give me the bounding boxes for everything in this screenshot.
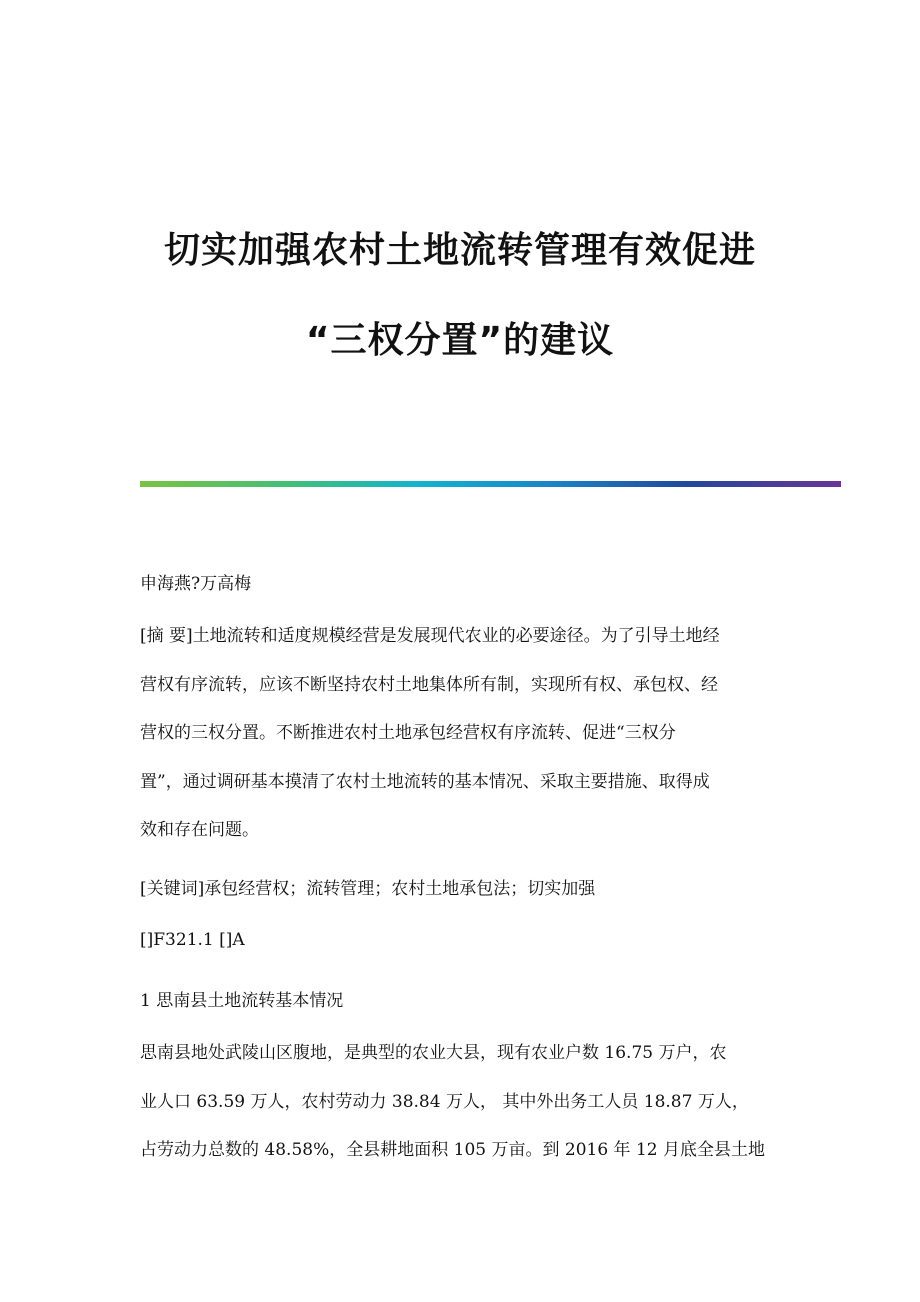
section-body (140, 1029, 780, 1175)
document-title-line-1: 切实加强农村土地流转管理有效促进 (163, 230, 756, 271)
abstract-line: 效和存在问题。 (140, 820, 259, 840)
abstract-line: [摘 要]土地流转和适度规模经营是发展现代农业的必要途径。为了引导土地经 (140, 626, 720, 646)
abstract-line: 置”，通过调研基本摸清了农村土地流转的基本情况、采取主要措施、取得成 (140, 771, 710, 792)
section-heading: 1 思南县土地流转基本情况 (140, 991, 344, 1011)
abstract-line: 营权的三权分置。不断推进农村土地承包经营权有序流转、促进“三权分 (140, 723, 676, 743)
section-body-line: 思南县地处武陵山区腹地，是典型的农业大县，现有农业户数 16.75 万户，农 (140, 1043, 727, 1063)
document-title-line-2: “三权分置”的建议 (305, 320, 615, 361)
keywords: [关键词]承包经营权；流转管理；农村土地承包法；切实加强 (140, 879, 596, 899)
authors: 申海燕?万高梅 (140, 574, 252, 594)
section-body-line: 业人口 63.59 万人，农村劳动力 38.84 万人， 其中外出务工人员 18.87 万人， (140, 1091, 749, 1112)
gradient-divider (140, 481, 841, 487)
classification-code: []F321.1 []A (140, 930, 245, 950)
section-body-line: 占劳动力总数的 48.58%，全县耕地面积 105 万亩。到 2016 年 12 月底全县土地 (140, 1140, 765, 1160)
abstract-line: 营权有序流转，应该不断坚持农村土地集体所有制，实现所有权、承包权、经 (140, 674, 718, 695)
abstract (140, 612, 780, 855)
